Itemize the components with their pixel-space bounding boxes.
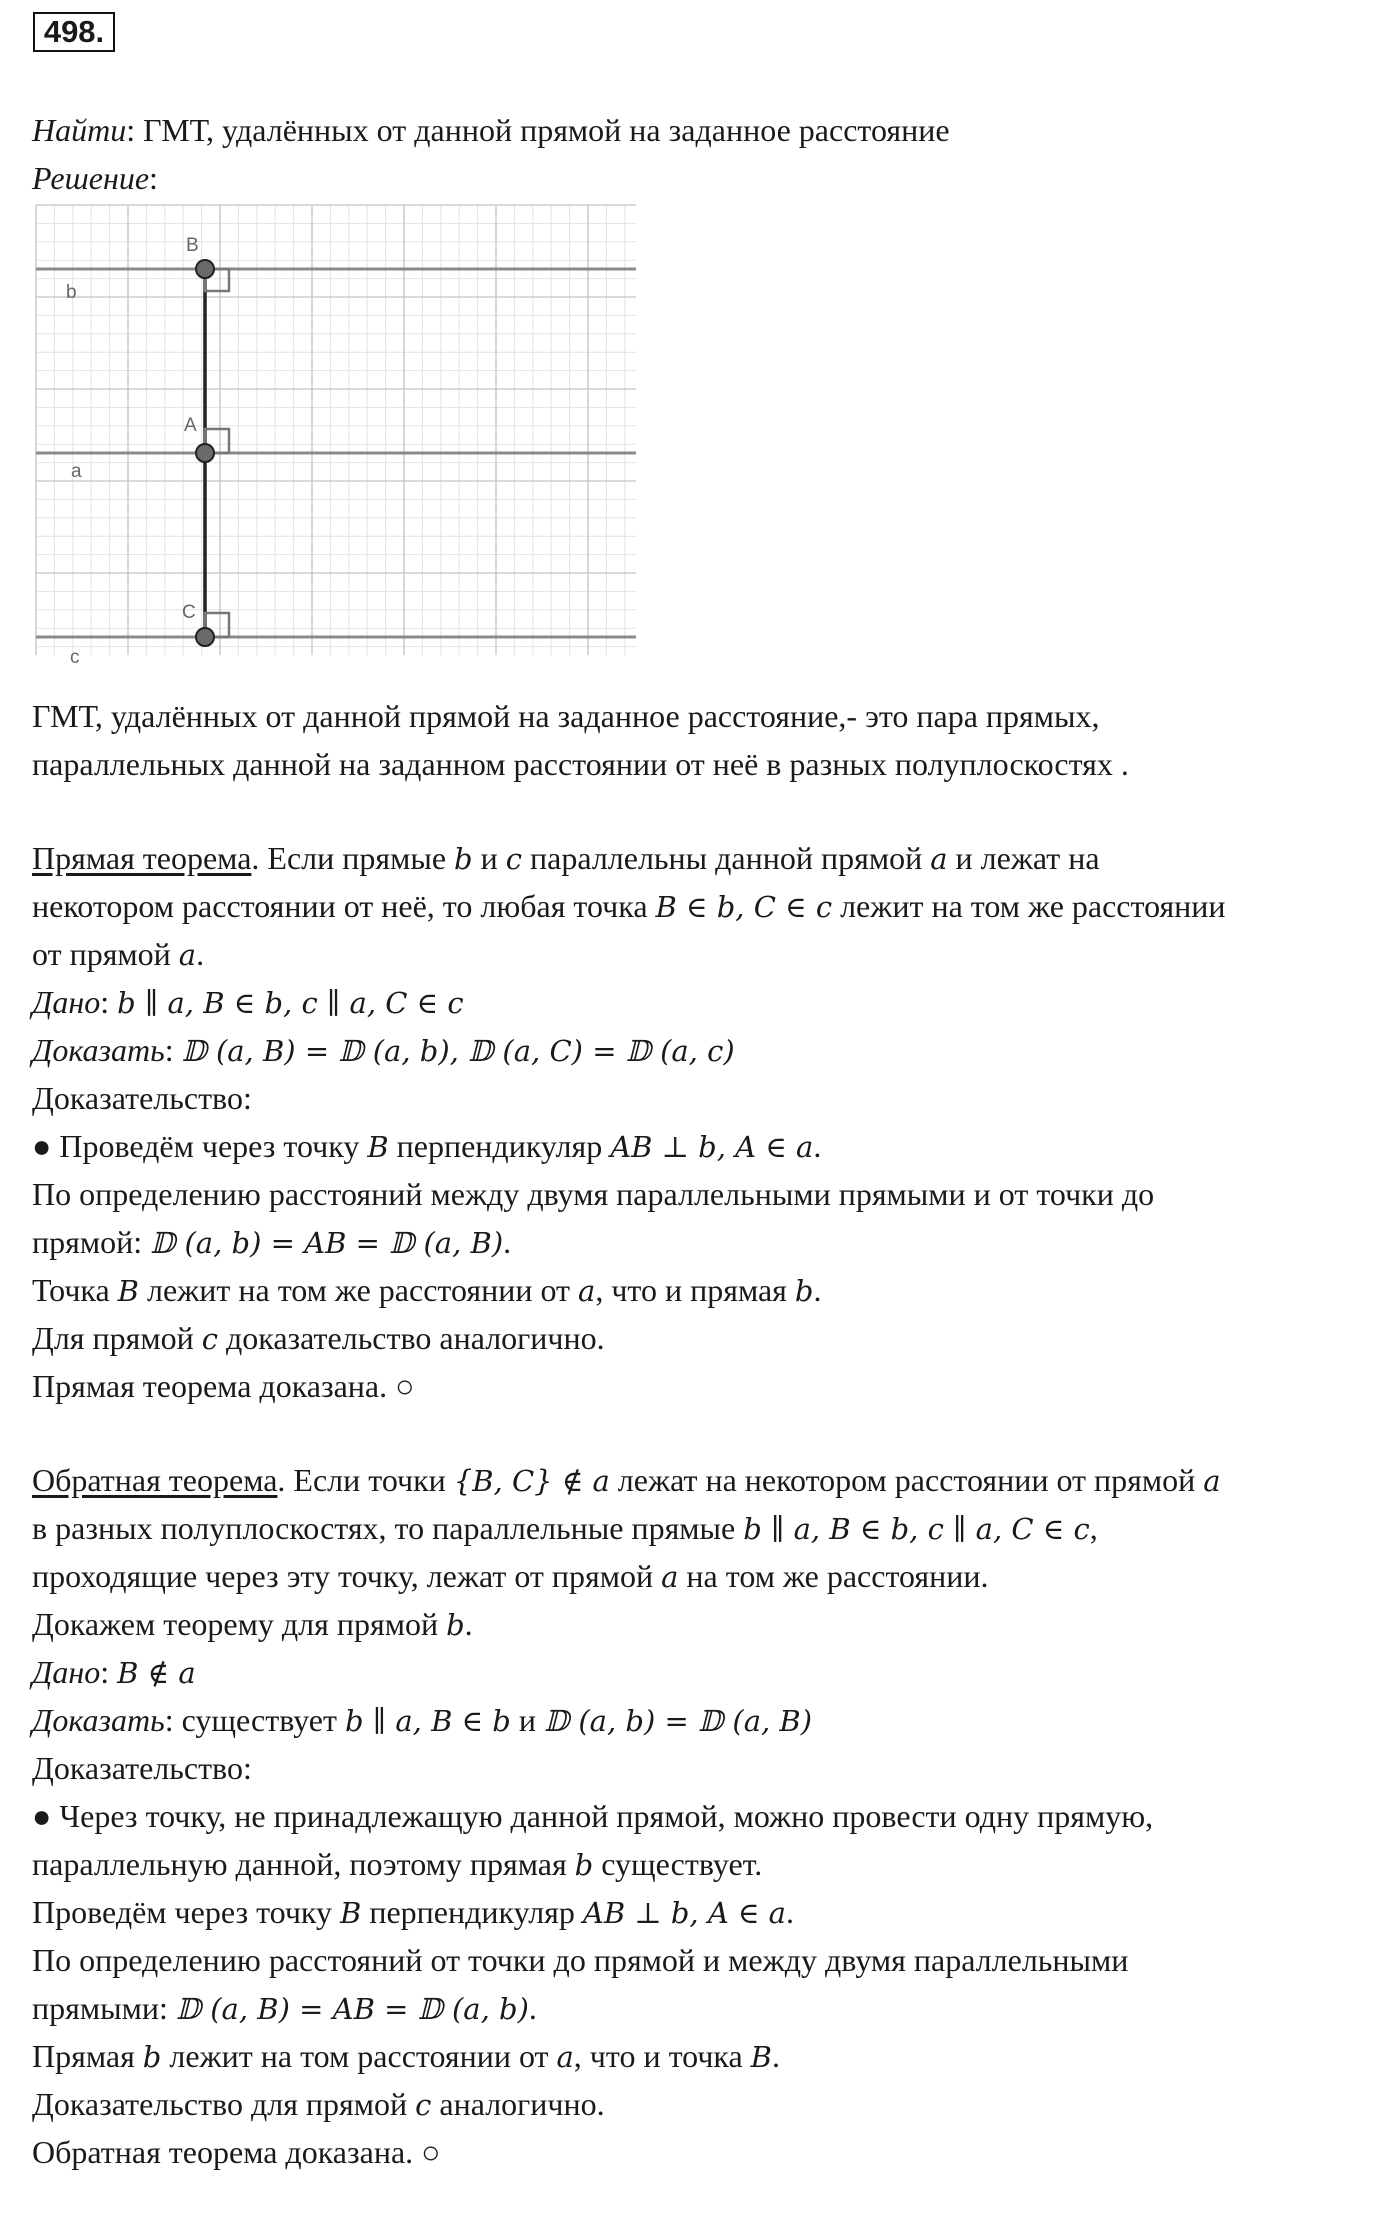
converse-proof-line-4: По определению расстояний от точки до прямой и между двумя параллельными — [32, 1942, 1129, 1978]
find-label: Найти — [32, 112, 127, 148]
label-line-a: a — [71, 461, 82, 482]
direct-theorem-line-1: Прямая теорема. Если прямые b и c параллельны данной прямой a и лежат на — [32, 840, 1100, 876]
direct-proof-line-1: ● Проведём через точку B перпендикуляр AB ⊥ b, A ∈ a. — [32, 1128, 822, 1164]
label-line-c: c — [70, 647, 80, 668]
direct-proof-line-4: Точка B лежит на том же расстоянии от a, что и прямая b. — [32, 1272, 822, 1308]
direct-proof-line-2: По определению расстояний между двумя параллельными прямыми и от точки до — [32, 1176, 1155, 1212]
find-text: : ГМТ, удалённых от данной прямой на заданное расстояние — [126, 112, 950, 148]
solution-line: Решение: — [32, 160, 158, 196]
converse-proof-label: Доказательство: — [32, 1750, 252, 1786]
direct-theorem-line-3: от прямой a. — [32, 936, 205, 972]
direct-proof-label: Доказательство: — [32, 1080, 252, 1116]
solution-label: Решение — [32, 160, 150, 196]
point-a — [196, 444, 214, 462]
direct-theorem-title: Прямая теорема — [32, 840, 252, 876]
label-point-b: B — [186, 235, 199, 256]
label-point-a: A — [184, 415, 197, 436]
geometry-diagram — [36, 205, 636, 668]
answer-line-2: параллельных данной на заданном расстоянии от неё в разных полуплоскостях . — [32, 746, 1129, 782]
direct-proof-line-3: прямой: 𝔻 (a, b) = AB = 𝔻 (a, B). — [32, 1224, 512, 1260]
converse-theorem-line-3: проходящие через эту точку, лежат от прямой a на том же расстоянии. — [32, 1558, 989, 1594]
point-c — [196, 628, 214, 646]
direct-given: Дано: b ∥ a, B ∈ b, c ∥ a, C ∈ c — [32, 984, 464, 1020]
point-b — [196, 260, 214, 278]
problem-number: 498. — [33, 12, 115, 52]
label-point-c: C — [182, 602, 196, 623]
direct-proof-conclusion: Прямая теорема доказана. ○ — [32, 1368, 415, 1404]
converse-proof-line-7: Доказательство для прямой c аналогично. — [32, 2086, 605, 2122]
direct-proof-line-5: Для прямой c доказательство аналогично. — [32, 1320, 605, 1356]
converse-theorem-line-1: Обратная теорема. Если точки {B, C} ∉ a лежат на некотором расстоянии от прямой a — [32, 1462, 1221, 1498]
converse-theorem-title: Обратная теорема — [32, 1462, 278, 1498]
label-line-b: b — [66, 282, 77, 303]
converse-proof-line-3: Проведём через точку B перпендикуляр AB ⊥ b, A ∈ a. — [32, 1894, 794, 1930]
converse-proof-line-5: прямыми: 𝔻 (a, B) = AB = 𝔻 (a, b). — [32, 1990, 537, 2026]
grid — [36, 205, 636, 655]
find-line — [32, 110, 950, 150]
direct-prove: Доказать: 𝔻 (a, B) = 𝔻 (a, b), 𝔻 (a, C) = 𝔻 (a, c) — [32, 1032, 735, 1068]
direct-theorem-line-2: некотором расстоянии от неё, то любая точка B ∈ b, C ∈ c лежит на том же расстоянии — [32, 888, 1226, 924]
answer-line-1: ГМТ, удалённых от данной прямой на заданное расстояние,- это пара прямых, — [32, 698, 1100, 734]
converse-theorem-line-2: в разных полуплоскостях, то параллельные прямые b ∥ a, B ∈ b, c ∥ a, C ∈ c, — [32, 1510, 1098, 1546]
converse-proof-line-1: ● Через точку, не принадлежащую данной прямой, можно провести одну прямую, — [32, 1798, 1154, 1834]
converse-proof-conclusion: Обратная теорема доказана. ○ — [32, 2134, 441, 2170]
converse-proof-line-2: параллельную данной, поэтому прямая b существует. — [32, 1846, 763, 1882]
converse-proof-line-6: Прямая b лежит на том расстоянии от a, что и точка B. — [32, 2038, 780, 2074]
converse-theorem-line-4: Докажем теорему для прямой b. — [32, 1606, 473, 1642]
converse-given: Дано: B ∉ a — [32, 1654, 196, 1690]
converse-prove: Доказать: существует b ∥ a, B ∈ b и 𝔻 (a, b) = 𝔻 (a, B) — [32, 1702, 813, 1738]
